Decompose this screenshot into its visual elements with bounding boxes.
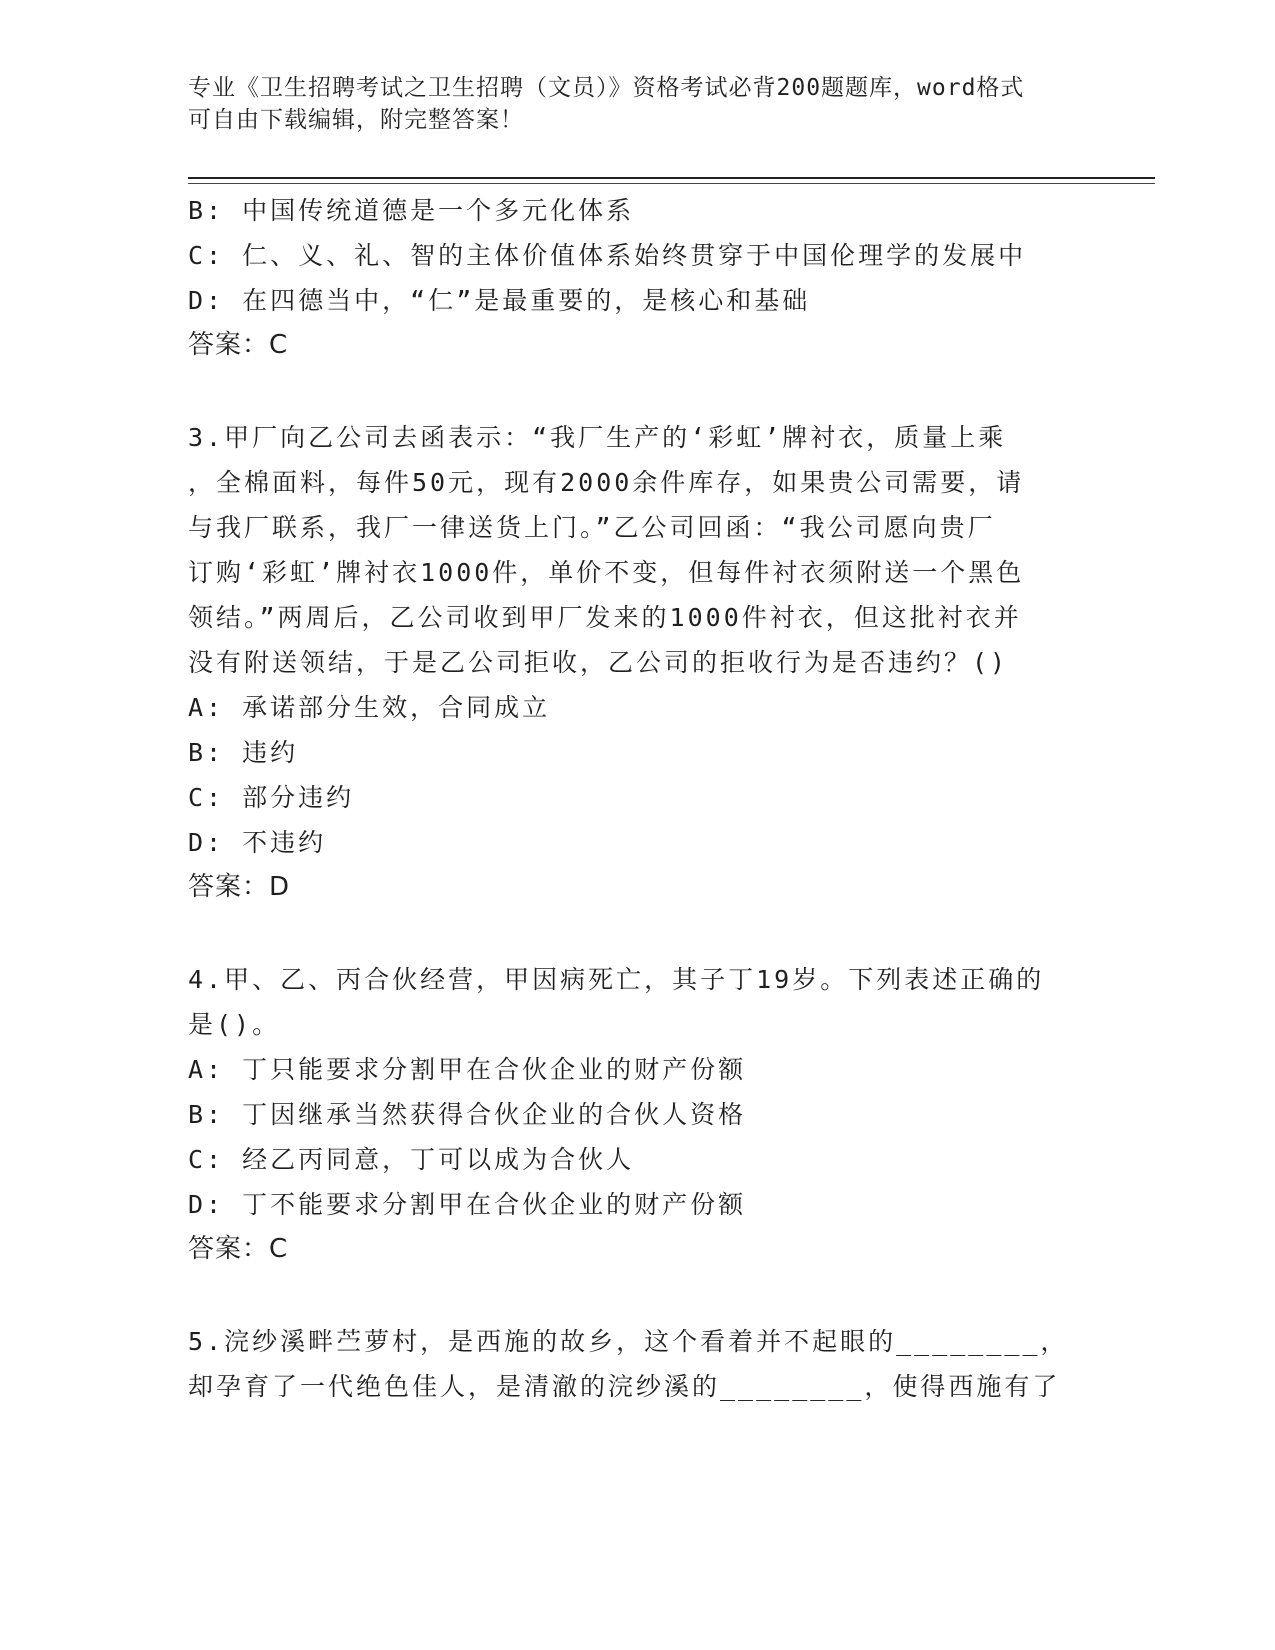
- answer-label: 答案：D: [188, 872, 291, 902]
- question-stem-line: 3.甲厂向乙公司去函表示：“我厂生产的‘彩虹’牌衬衣，质量上乘: [188, 423, 1007, 452]
- question-stem-line: 4.甲、乙、丙合伙经营，甲因病死亡，其子丁19岁。下列表述正确的: [188, 965, 1045, 994]
- question-3: [188, 415, 1068, 910]
- question-stem-line: 却孕育了一代绝色佳人，是清澈的浣纱溪的________，使得西施有了: [188, 1372, 1061, 1401]
- question-4: [188, 957, 1068, 1272]
- header-title-line-1: 专业《卫生招聘考试之卫生招聘（文员）》资格考试必背200题题库，word格式: [188, 75, 1025, 101]
- answer-label: 答案：C: [188, 1234, 289, 1264]
- spacer: [188, 1272, 1068, 1319]
- question-stem-line: 领结。”两周后，乙公司收到甲厂发来的1000件衬衣，但这批衬衣并: [188, 603, 1022, 632]
- question-stem-line: 与我厂联系，我厂一律送货上门。”乙公司回函：“我公司愿向贵厂: [188, 513, 996, 542]
- question-stem-line: 5.浣纱溪畔苎萝村，是西施的故乡，这个看着并不起眼的________，: [188, 1327, 1069, 1356]
- option-d: D: 在四德当中，“仁”是最重要的，是核心和基础: [188, 286, 811, 315]
- document-header: [188, 72, 1068, 136]
- header-title-line-2: 可自由下载编辑，附完整答案！: [188, 107, 524, 133]
- option-c: C: 部分违约: [188, 783, 355, 812]
- spacer: [188, 368, 1068, 415]
- option-b: B: 违约: [188, 738, 299, 767]
- question-stem-line: 订购‘彩虹’牌衬衣1000件，单价不变，但每件衬衣须附送一个黑色: [188, 558, 1025, 587]
- question-5: [188, 1319, 1068, 1409]
- option-d: D: 不违约: [188, 828, 327, 857]
- option-a: A: 承诺部分生效，合同成立: [188, 693, 551, 722]
- question-stem-line: 是()。: [188, 1010, 281, 1039]
- option-a: A: 丁只能要求分割甲在合伙企业的财产份额: [188, 1055, 747, 1084]
- option-c: C: 经乙丙同意，丁可以成为合伙人: [188, 1145, 635, 1174]
- question-stem-line: 没有附送领结，于是乙公司拒收，乙公司的拒收行为是否违约？(): [188, 648, 1009, 677]
- option-c: C: 仁、义、礼、智的主体价值体系始终贯穿于中国伦理学的发展中: [188, 241, 1027, 270]
- option-b: B: 中国传统道德是一个多元化体系: [188, 196, 635, 225]
- question-stem-line: ，全棉面料，每件50元，现有2000余件库存，如果贵公司需要，请: [188, 468, 1025, 497]
- answer-label: 答案：C: [188, 330, 289, 360]
- option-d: D: 丁不能要求分割甲在合伙企业的财产份额: [188, 1190, 747, 1219]
- question-list: [188, 188, 1068, 1409]
- header-divider-thin: [188, 183, 1155, 184]
- question-2-tail: [188, 188, 1068, 368]
- header-divider-thick: [188, 177, 1155, 179]
- spacer: [188, 910, 1068, 957]
- option-b: B: 丁因继承当然获得合伙企业的合伙人资格: [188, 1100, 747, 1129]
